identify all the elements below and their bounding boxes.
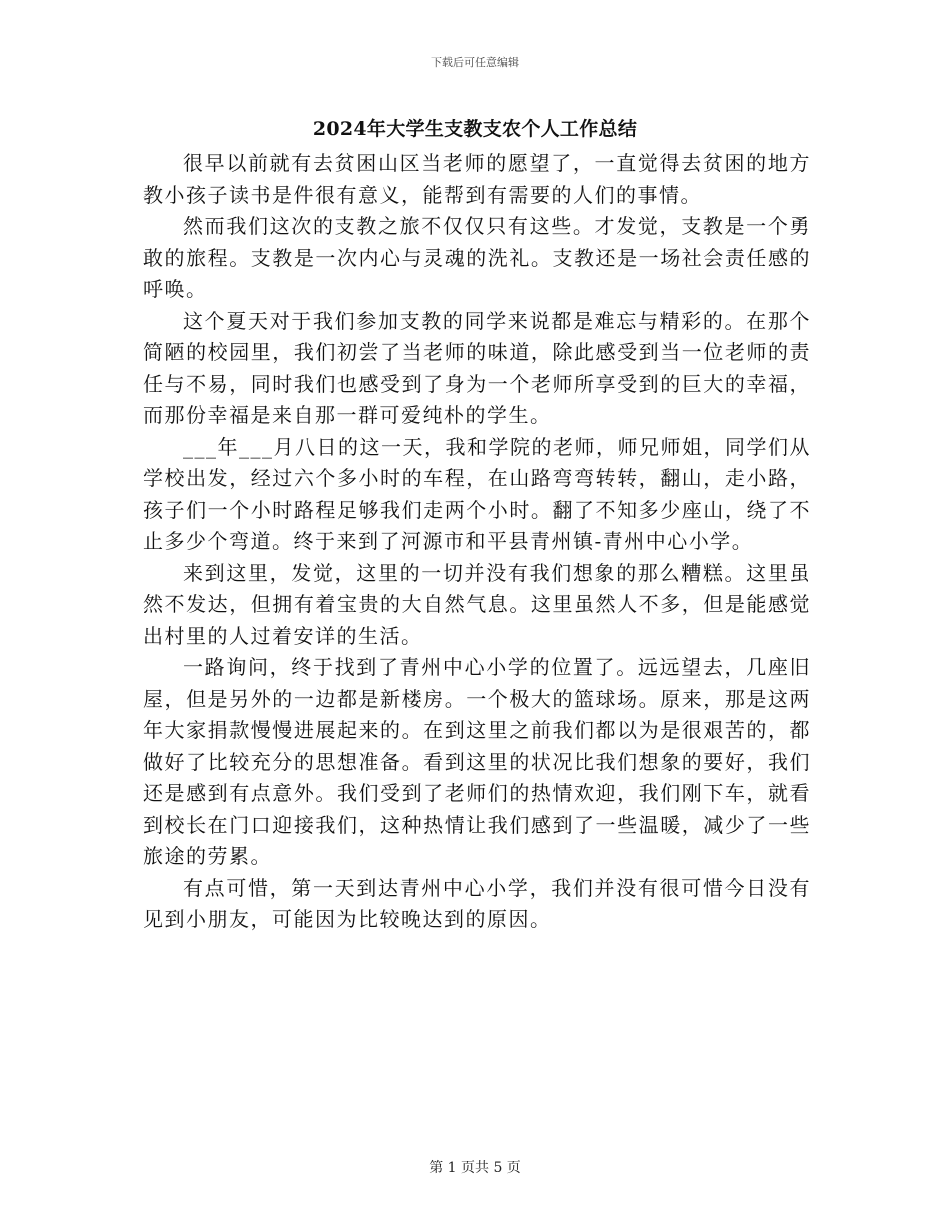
paragraph-2: 然而我们这次的支教之旅不仅仅只有这些。才发觉，支教是一个勇敢的旅程。支教是一次内心与灵魂的洗礼。支教还是一场社会责任感的呼唤。 xyxy=(143,214,811,301)
document-title: 2024年大学生支教支农个人工作总结 xyxy=(312,118,638,140)
document-body xyxy=(143,148,811,936)
paragraph-6: 一路询问，终于找到了青州中心小学的位置了。远远望去，几座旧屋，但是另外的一边都是新楼房。一个极大的篮球场。原来，那是这两年大家捐款慢慢进展起来的。在到这里之前我们都以为是很艰苦的，都做好了比较充分的思想准备。看到这里的状况比我们想象的要好，我们还是感到有点意外。我们受到了老师们的热情欢迎，我们刚下车，就看到校长在门口迎接我们，这种热情让我们感到了一些温暖，减少了一些旅途的劳累。 xyxy=(143,655,811,868)
page-number: 第 1 页共 5 页 xyxy=(429,1160,521,1176)
paragraph-4: ___年___月八日的这一天，我和学院的老师，师兄师姐，同学们从学校出发，经过六个多小时的车程，在山路弯弯转转，翻山，走小路，孩子们一个小时路程足够我们走两个小时。翻了不知多少座山，绕了不止多少个弯道。终于来到了河源市和平县青州镇-青州中心小学。 xyxy=(143,434,811,553)
paragraph-7: 有点可惜，第一天到达青州中心小学，我们并没有很可惜今日没有见到小朋友，可能因为比较晚达到的原因。 xyxy=(143,875,811,931)
paragraph-3: 这个夏天对于我们参加支教的同学来说都是难忘与精彩的。在那个简陋的校园里，我们初尝了当老师的味道，除此感受到当一位老师的责任与不易，同时我们也感受到了身为一个老师所享受到的巨大的幸福，而那份幸福是来自那一群可爱纯朴的学生。 xyxy=(143,308,811,427)
paragraph-1: 很早以前就有去贫困山区当老师的愿望了，一直觉得去贫困的地方教小孩子读书是件很有意义，能帮到有需要的人们的事情。 xyxy=(143,151,811,207)
page-header-note: 下载后可任意编辑 xyxy=(431,56,519,69)
paragraph-5: 来到这里，发觉，这里的一切并没有我们想象的那么糟糕。这里虽然不发达，但拥有着宝贵的大自然气息。这里虽然人不多，但是能感觉出村里的人过着安详的生活。 xyxy=(143,560,811,648)
